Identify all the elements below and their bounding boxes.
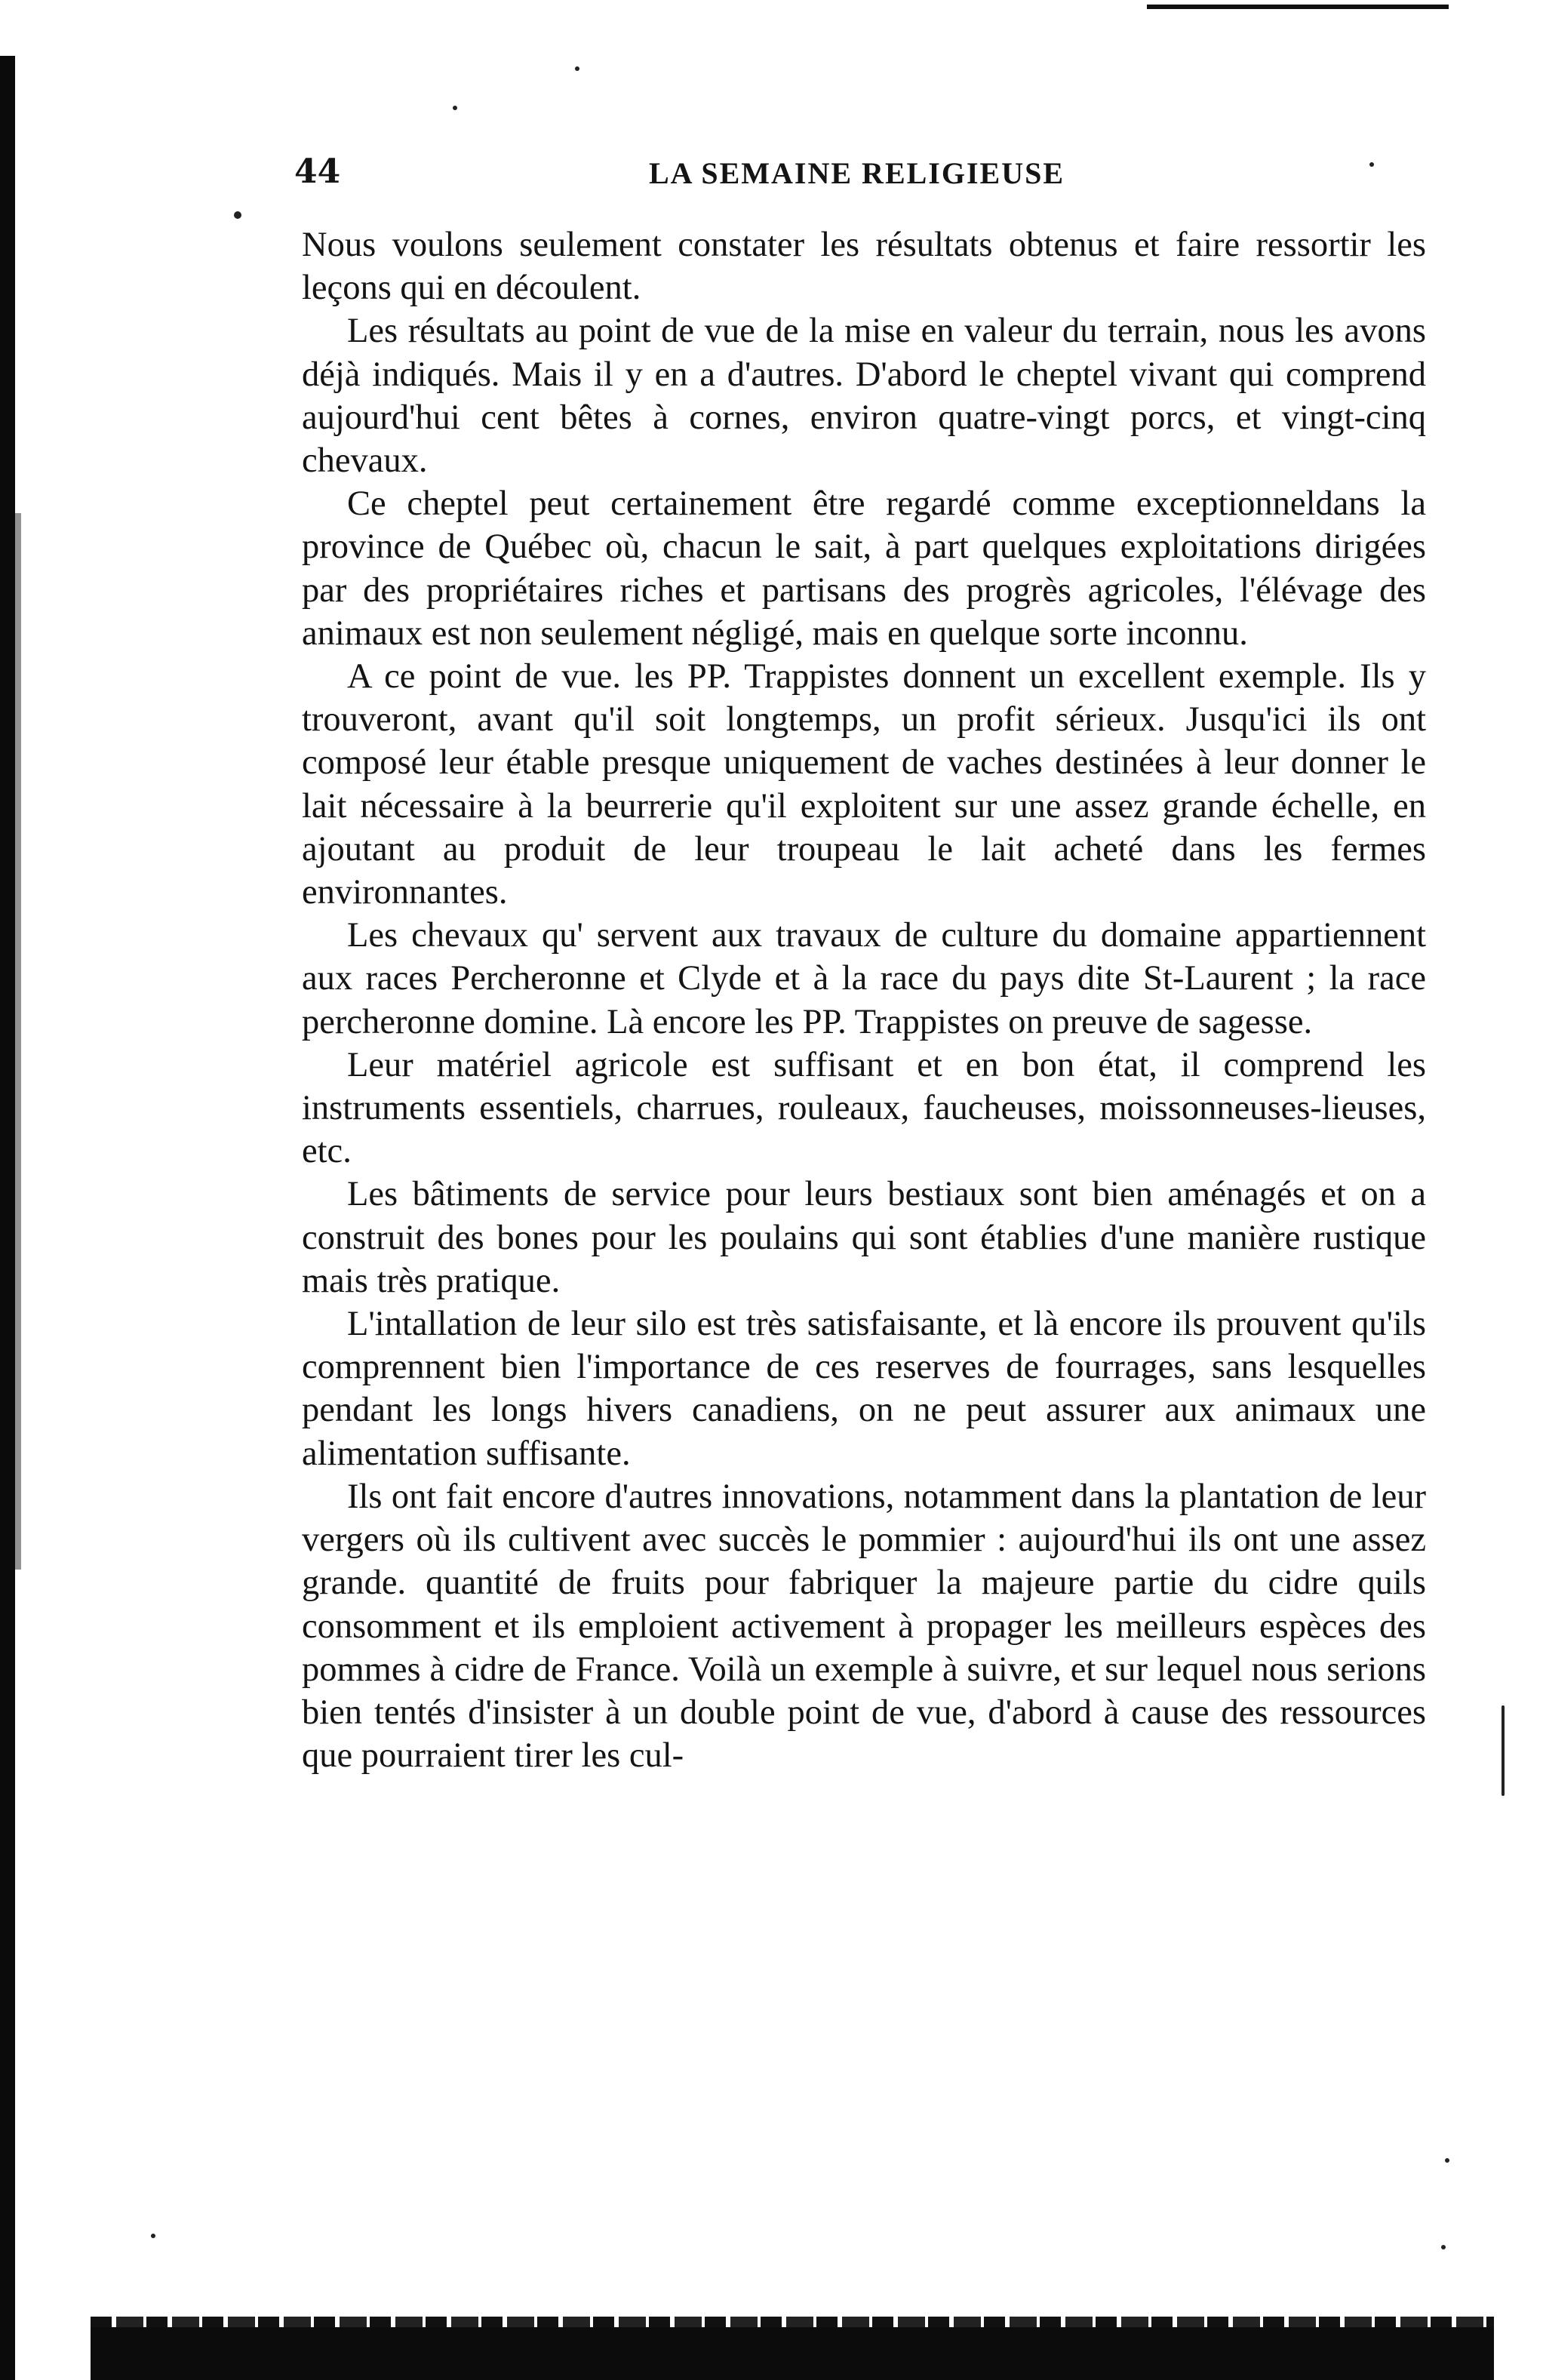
scan-binding-shadow bbox=[0, 56, 15, 2380]
running-title: LA SEMAINE RELIGIEUSE bbox=[649, 156, 1065, 190]
scan-speck bbox=[453, 106, 457, 110]
page-number: 44 bbox=[294, 152, 341, 191]
paragraph: Les résultats au point de vue de la mise en valeur du terrain, nous les avons déjà indiqués. Mais il y en a d'autres. D'abord le cheptel vivant qui comprend aujourd'hui cent bêtes à cornes, environ quatre-vingt porcs, et vingt-cinq chevaux. bbox=[302, 312, 1426, 481]
paragraph: Leur matériel agricole est suffisant et en bon état, il comprend les instruments essentiels, charrues, rouleaux, faucheuses, moissonneuses-lieuses, etc. bbox=[302, 1045, 1426, 1171]
paragraph: L'intallation de leur silo est très satisfaisante, et là encore ils prouvent qu'ils comprennent bien l'importance de ces reserves de fourrages, sans lesquelles pendant les longs hivers canadiens, on ne peut assurer aux animaux une alimentation suffisante. bbox=[302, 1305, 1426, 1473]
body-text bbox=[302, 223, 1426, 2291]
paragraph: Ils ont fait encore d'autres innovations, notamment dans la plantation de leur vergers où ils cultivent avec succès le pommier : aujourd'hui ils ont une assez grande. quantité de fruits pour fabriquer la majeure partie du cidre quils consomment et ils emploient activement à propager les meilleurs espèces des pommes à cidre de France. Voilà un exemple à suivre, et sur lequel nous serions bien tentés d'insister à un double point de vue, d'abord à cause des ressources que pourraient tirer les cul- bbox=[302, 1477, 1426, 1776]
paragraph: A ce point de vue. les PP. Trappistes donnent un excellent exemple. Ils y trouveront, avant qu'il soit longtemps, un profit sérieux. Jusqu'ici ils ont composé leur étable presque uniquement de vaches destinées à leur donner le lait nécessaire à la beurrerie qu'il exploitent sur une assez grande échelle, en ajoutant au produit de leur troupeau le lait acheté dans les fermes environnantes. bbox=[302, 657, 1426, 912]
paragraph: Les chevaux qu' servent aux travaux de culture du domaine appartiennent aux races Percheronne et Clyde et à la race du pays dite St-Laurent ; la race percheronne domine. Là encore les PP. Trappistes on preuve de sagesse. bbox=[302, 916, 1426, 1041]
running-head bbox=[294, 151, 1426, 196]
scan-bottom-edge bbox=[91, 2317, 1494, 2327]
paragraph: Les bâtiments de service pour leurs bestiaux sont bien aménagés et on a construit des bones pour les poulains qui sont établies d'une manière rustique mais très pratique. bbox=[302, 1175, 1426, 1300]
scan-speck bbox=[575, 66, 579, 71]
scan-speck bbox=[1445, 2158, 1449, 2163]
scan-edge-noise bbox=[15, 513, 21, 1570]
scan-bottom-bar bbox=[91, 2327, 1494, 2380]
paragraph: Ce cheptel peut certainement être regardé comme exceptionneldans la province de Québec où, chacun le sait, à part quelques exploitations dirigées par des propriétaires riches et partisans des progrès agricoles, l'élévage des animaux est non seulement négligé, mais en quelque sorte inconnu. bbox=[302, 484, 1426, 653]
scan-speck bbox=[151, 2234, 155, 2238]
scan-speck bbox=[1502, 1705, 1505, 1796]
scan-speck bbox=[234, 211, 241, 219]
paragraph: Nous voulons seulement constater les résultats obtenus et faire ressortir les leçons qui en découlent. bbox=[302, 226, 1426, 308]
scan-speck bbox=[1441, 2245, 1446, 2249]
scan-top-rule bbox=[1147, 5, 1449, 9]
